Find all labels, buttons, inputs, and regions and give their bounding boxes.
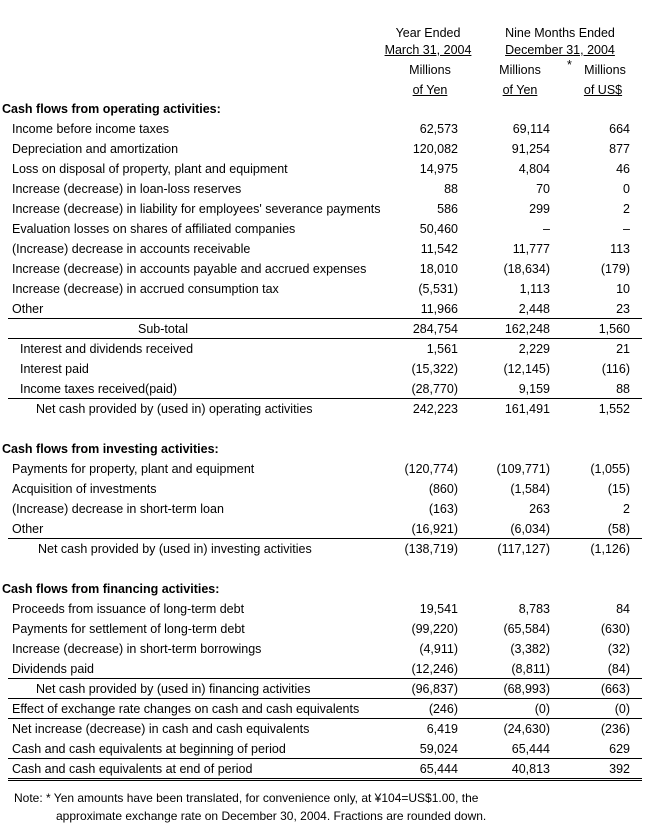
col1-period-line2: March 31, 2004 xyxy=(384,43,472,57)
value-nine-months-usd: 23 xyxy=(616,302,630,316)
value-nine-months-yen: (8,811) xyxy=(511,662,550,676)
value-nine-months-yen: 9,159 xyxy=(518,382,550,396)
row-label: Net cash provided by (used in) operating activities xyxy=(36,402,313,416)
value-nine-months-usd: (32) xyxy=(607,642,630,656)
value-nine-months-yen: – xyxy=(543,222,550,236)
value-year-2004-yen: 120,082 xyxy=(412,142,458,156)
value-nine-months-usd: (1,055) xyxy=(590,462,630,476)
value-nine-months-yen: (24,630) xyxy=(503,722,550,736)
value-year-2004-yen: 11,966 xyxy=(420,302,458,316)
value-nine-months-yen: (1,584) xyxy=(510,482,550,496)
col1-unit-line2: of Yen xyxy=(412,83,448,97)
value-nine-months-usd: 392 xyxy=(609,762,630,776)
value-nine-months-usd: 1,560 xyxy=(598,322,630,336)
value-year-2004-yen: (16,921) xyxy=(411,522,458,536)
value-nine-months-usd: (116) xyxy=(601,362,630,376)
value-nine-months-yen: 70 xyxy=(536,182,550,196)
value-year-2004-yen: 242,223 xyxy=(412,402,458,416)
row-label: Payments for property, plant and equipment xyxy=(12,462,255,476)
row-label: Depreciation and amortization xyxy=(12,142,179,156)
value-nine-months-yen: (6,034) xyxy=(510,522,550,536)
value-nine-months-usd: (15) xyxy=(607,482,630,496)
value-nine-months-usd: – xyxy=(623,222,630,236)
rule-above-financing-total xyxy=(8,678,642,679)
row-label: Interest paid xyxy=(20,362,89,376)
value-year-2004-yen: (138,719) xyxy=(404,542,458,556)
value-year-2004-yen: 50,460 xyxy=(419,222,458,236)
value-nine-months-usd: (1,126) xyxy=(590,542,630,556)
row-label: Increase (decrease) in accrued consumption tax xyxy=(12,282,279,296)
rule-above-subtotal xyxy=(8,318,642,319)
value-year-2004-yen: 6,419 xyxy=(426,722,458,736)
row-label: Net cash provided by (used in) investing activities xyxy=(38,542,312,556)
value-nine-months-yen: 2,229 xyxy=(518,342,550,356)
value-year-2004-yen: 284,754 xyxy=(412,322,458,336)
investing-section-title: Cash flows from investing activities: xyxy=(2,442,219,456)
value-nine-months-yen: (117,127) xyxy=(497,542,550,556)
row-label: Other xyxy=(12,302,44,316)
row-label: Sub-total xyxy=(138,322,189,336)
row-label: (Increase) decrease in short-term loan xyxy=(12,502,224,516)
value-nine-months-usd: 88 xyxy=(616,382,630,396)
rule-above-operating-total xyxy=(8,398,642,399)
value-nine-months-usd: 2 xyxy=(623,502,630,516)
value-year-2004-yen: 19,541 xyxy=(419,602,458,616)
value-year-2004-yen: (4,911) xyxy=(419,642,458,656)
value-nine-months-yen: 299 xyxy=(529,202,550,216)
value-nine-months-usd: (0) xyxy=(614,702,630,716)
rule-above-ending-cash xyxy=(8,758,642,759)
row-label: (Increase) decrease in accounts receivable xyxy=(12,242,251,256)
value-year-2004-yen: 11,542 xyxy=(420,242,458,256)
value-nine-months-yen: 40,813 xyxy=(511,762,550,776)
row-label: Loss on disposal of property, plant and equipment xyxy=(12,162,288,176)
row-label: Other xyxy=(12,522,44,536)
value-nine-months-yen: 2,448 xyxy=(518,302,550,316)
value-year-2004-yen: 62,573 xyxy=(419,122,458,136)
row-label: Income before income taxes xyxy=(12,122,170,136)
row-label: Net cash provided by (used in) financing activities xyxy=(36,682,311,696)
rule-below-financing-total xyxy=(8,698,642,699)
value-nine-months-usd: 113 xyxy=(610,242,630,256)
value-nine-months-usd: 0 xyxy=(623,182,630,196)
row-label: Increase (decrease) in liability for employees' severance payments xyxy=(12,202,381,216)
value-nine-months-yen: 11,777 xyxy=(512,242,550,256)
value-nine-months-usd: 10 xyxy=(616,282,630,296)
col2-unit-line2: of Yen xyxy=(502,83,538,97)
value-year-2004-yen: 1,561 xyxy=(426,342,458,356)
value-nine-months-yen: 263 xyxy=(529,502,550,516)
col2-period-line1: Nine Months Ended xyxy=(505,26,615,40)
row-label: Cash and cash equivalents at end of period xyxy=(12,762,253,776)
value-nine-months-yen: 1,113 xyxy=(519,282,550,296)
col1-unit-line1: Millions xyxy=(409,63,451,77)
col3-unit-line2: of US$ xyxy=(583,83,623,97)
value-nine-months-yen: (65,584) xyxy=(503,622,550,636)
value-nine-months-yen: (12,145) xyxy=(503,362,550,376)
value-nine-months-usd: 877 xyxy=(609,142,630,156)
value-nine-months-yen: 8,783 xyxy=(518,602,550,616)
row-label: Income taxes received(paid) xyxy=(20,382,178,396)
value-year-2004-yen: 88 xyxy=(444,182,458,196)
value-year-2004-yen: (120,774) xyxy=(404,462,458,476)
col2-unit-line1: Millions xyxy=(499,63,541,77)
row-label: Cash and cash equivalents at beginning of period xyxy=(12,742,286,756)
footnote-line1: Note: * Yen amounts have been translated, for convenience only, at ¥104=US$1.00, the xyxy=(14,791,479,805)
value-nine-months-usd: (236) xyxy=(600,722,630,736)
value-year-2004-yen: (96,837) xyxy=(411,682,458,696)
value-year-2004-yen: (246) xyxy=(428,702,458,716)
value-nine-months-usd: (179) xyxy=(600,262,630,276)
value-nine-months-usd: (84) xyxy=(607,662,630,676)
col3-unit-line1: Millions xyxy=(584,63,626,77)
value-nine-months-yen: 69,114 xyxy=(512,122,550,136)
value-nine-months-usd: 2 xyxy=(623,202,630,216)
col1-period-line1: Year Ended xyxy=(395,26,461,40)
value-nine-months-yen: (109,771) xyxy=(496,462,550,476)
value-nine-months-usd: 21 xyxy=(616,342,630,356)
value-nine-months-usd: (58) xyxy=(607,522,630,536)
rule-below-ending-cash-2 xyxy=(8,780,642,781)
row-label: Acquisition of investments xyxy=(12,482,157,496)
value-nine-months-yen: 65,444 xyxy=(511,742,550,756)
col2-period-line2: December 31, 2004 xyxy=(505,43,615,57)
value-year-2004-yen: 14,975 xyxy=(419,162,458,176)
row-label: Interest and dividends received xyxy=(20,342,194,356)
value-nine-months-yen: 162,248 xyxy=(504,322,550,336)
row-label: Evaluation losses on shares of affiliated companies xyxy=(12,222,296,236)
value-year-2004-yen: 59,024 xyxy=(419,742,458,756)
value-year-2004-yen: (5,531) xyxy=(418,282,458,296)
financing-section-title: Cash flows from financing activities: xyxy=(2,582,220,596)
value-year-2004-yen: (28,770) xyxy=(411,382,458,396)
value-year-2004-yen: (12,246) xyxy=(411,662,458,676)
value-nine-months-yen: 4,804 xyxy=(518,162,550,176)
value-year-2004-yen: (163) xyxy=(428,502,458,516)
value-nine-months-usd: 84 xyxy=(616,602,630,616)
value-nine-months-yen: (3,382) xyxy=(510,642,550,656)
rule-below-ending-cash-1 xyxy=(8,778,642,779)
value-nine-months-yen: (0) xyxy=(534,702,550,716)
col3-footnote-marker: * xyxy=(567,58,572,72)
rule-above-net-increase xyxy=(8,718,642,719)
value-nine-months-usd: (663) xyxy=(600,682,630,696)
rule-above-investing-total xyxy=(8,538,642,539)
value-year-2004-yen: (15,322) xyxy=(411,362,458,376)
value-nine-months-yen: 91,254 xyxy=(511,142,550,156)
value-year-2004-yen: 586 xyxy=(437,202,458,216)
row-label: Payments for settlement of long-term debt xyxy=(12,622,245,636)
value-year-2004-yen: 18,010 xyxy=(419,262,458,276)
row-label: Effect of exchange rate changes on cash and cash equivalents xyxy=(12,702,360,716)
value-nine-months-usd: 1,552 xyxy=(598,402,630,416)
row-label: Dividends paid xyxy=(12,662,94,676)
value-year-2004-yen: 65,444 xyxy=(419,762,458,776)
row-label: Net increase (decrease) in cash and cash equivalents xyxy=(12,722,310,736)
value-year-2004-yen: (860) xyxy=(428,482,458,496)
row-label: Increase (decrease) in accounts payable and accrued expenses xyxy=(12,262,367,276)
value-nine-months-yen: 161,491 xyxy=(504,402,550,416)
value-year-2004-yen: (99,220) xyxy=(411,622,458,636)
value-nine-months-usd: 46 xyxy=(616,162,630,176)
value-nine-months-yen: (18,634) xyxy=(503,262,550,276)
operating-section-title: Cash flows from operating activities: xyxy=(2,102,221,116)
rule-below-subtotal xyxy=(8,338,642,339)
value-nine-months-usd: 664 xyxy=(609,122,630,136)
row-label: Proceeds from issuance of long-term debt xyxy=(12,602,245,616)
value-nine-months-usd: (630) xyxy=(600,622,630,636)
row-label: Increase (decrease) in short-term borrowings xyxy=(12,642,262,656)
value-nine-months-usd: 629 xyxy=(609,742,630,756)
value-nine-months-yen: (68,993) xyxy=(503,682,550,696)
row-label: Increase (decrease) in loan-loss reserves xyxy=(12,182,242,196)
footnote-line2: approximate exchange rate on December 30, 2004. Fractions are rounded down. xyxy=(56,809,487,823)
